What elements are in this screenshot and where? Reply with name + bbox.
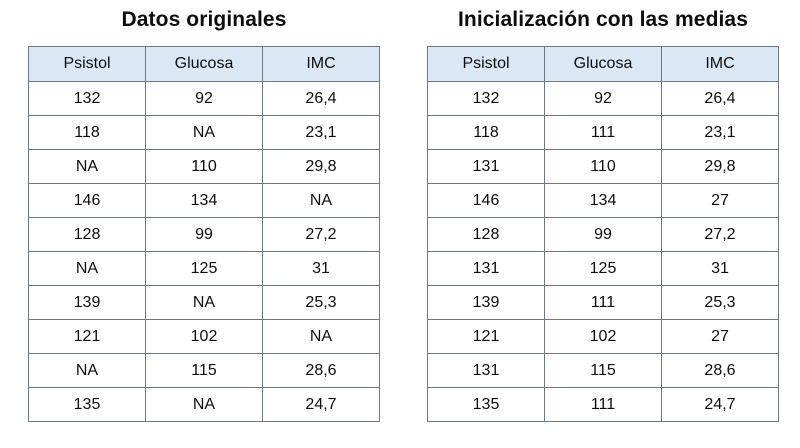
cell-glucosa: 134 [146, 184, 263, 218]
cell-imc-na: NA [263, 184, 380, 218]
cell-psistol: 121 [29, 320, 146, 354]
cell-glucosa: 115 [146, 354, 263, 388]
cell-glucosa-na: NA [146, 286, 263, 320]
cell-glucosa: 92 [545, 82, 662, 116]
cell-psistol: 128 [428, 218, 545, 252]
table-body [428, 82, 779, 422]
cell-imc-imputed: 27 [662, 184, 779, 218]
table-row [428, 320, 779, 354]
table-row [428, 218, 779, 252]
cell-psistol-na: NA [29, 150, 146, 184]
table-original-data [28, 46, 380, 422]
column-header-glucosa: Glucosa [545, 47, 662, 82]
table-row [428, 354, 779, 388]
cell-imc: 24,7 [263, 388, 380, 422]
cell-glucosa: 92 [146, 82, 263, 116]
cell-imc: 29,8 [263, 150, 380, 184]
cell-psistol-imputed: 131 [428, 150, 545, 184]
cell-glucosa: 125 [146, 252, 263, 286]
cell-glucosa-na: NA [146, 116, 263, 150]
cell-psistol-imputed: 131 [428, 252, 545, 286]
table-row [428, 388, 779, 422]
cell-psistol: 132 [428, 82, 545, 116]
cell-psistol: 121 [428, 320, 545, 354]
cell-glucosa: 102 [146, 320, 263, 354]
cell-imc-imputed: 27 [662, 320, 779, 354]
table-row [428, 252, 779, 286]
cell-glucosa-imputed: 111 [545, 286, 662, 320]
cell-glucosa-na: NA [146, 388, 263, 422]
table-row [29, 116, 380, 150]
cell-imc: 31 [662, 252, 779, 286]
column-header-imc: IMC [662, 47, 779, 82]
table-row [29, 82, 380, 116]
cell-psistol-imputed: 131 [428, 354, 545, 388]
cell-imc: 25,3 [263, 286, 380, 320]
table-row [29, 354, 380, 388]
cell-psistol: 118 [29, 116, 146, 150]
cell-imc: 31 [263, 252, 380, 286]
cell-psistol-na: NA [29, 354, 146, 388]
cell-imc: 28,6 [662, 354, 779, 388]
column-header-imc: IMC [263, 47, 380, 82]
cell-imc: 27,2 [263, 218, 380, 252]
table-row [428, 150, 779, 184]
cell-imc: 28,6 [263, 354, 380, 388]
panel-title-original: Datos originales [121, 8, 287, 31]
cell-psistol-na: NA [29, 252, 146, 286]
cell-psistol: 139 [29, 286, 146, 320]
cell-psistol: 139 [428, 286, 545, 320]
table-row [29, 150, 380, 184]
cell-glucosa: 110 [545, 150, 662, 184]
cell-glucosa: 134 [545, 184, 662, 218]
table-body [29, 82, 380, 422]
column-header-glucosa: Glucosa [146, 47, 263, 82]
cell-imc: 27,2 [662, 218, 779, 252]
cell-psistol: 132 [29, 82, 146, 116]
column-header-psistol: Psistol [29, 47, 146, 82]
panel-mean-initialization [400, 0, 800, 448]
table-row [29, 218, 380, 252]
cell-imc: 23,1 [263, 116, 380, 150]
cell-glucosa: 115 [545, 354, 662, 388]
cell-psistol: 146 [29, 184, 146, 218]
cell-psistol: 135 [428, 388, 545, 422]
cell-imc: 25,3 [662, 286, 779, 320]
table-mean-initialization [427, 46, 779, 422]
cell-glucosa: 102 [545, 320, 662, 354]
cell-imc: 26,4 [263, 82, 380, 116]
table-header-row [428, 47, 779, 82]
table-row [428, 286, 779, 320]
cell-glucosa: 99 [146, 218, 263, 252]
cell-glucosa: 99 [545, 218, 662, 252]
table-row [428, 184, 779, 218]
cell-psistol: 128 [29, 218, 146, 252]
cell-imc: 24,7 [662, 388, 779, 422]
cell-psistol: 118 [428, 116, 545, 150]
cell-psistol: 135 [29, 388, 146, 422]
cell-glucosa-imputed: 111 [545, 116, 662, 150]
column-header-psistol: Psistol [428, 47, 545, 82]
table-row [29, 184, 380, 218]
table-row [29, 320, 380, 354]
cell-glucosa: 110 [146, 150, 263, 184]
cell-psistol: 146 [428, 184, 545, 218]
cell-imc: 23,1 [662, 116, 779, 150]
cell-glucosa-imputed: 111 [545, 388, 662, 422]
cell-imc: 29,8 [662, 150, 779, 184]
table-header-row [29, 47, 380, 82]
panel-title-mean-initialization: Inicialización con las medias [457, 8, 748, 31]
table-row [29, 286, 380, 320]
table-row [428, 82, 779, 116]
cell-glucosa: 125 [545, 252, 662, 286]
table-row [29, 252, 380, 286]
cell-imc: 26,4 [662, 82, 779, 116]
table-row [428, 116, 779, 150]
table-row [29, 388, 380, 422]
cell-imc-na: NA [263, 320, 380, 354]
